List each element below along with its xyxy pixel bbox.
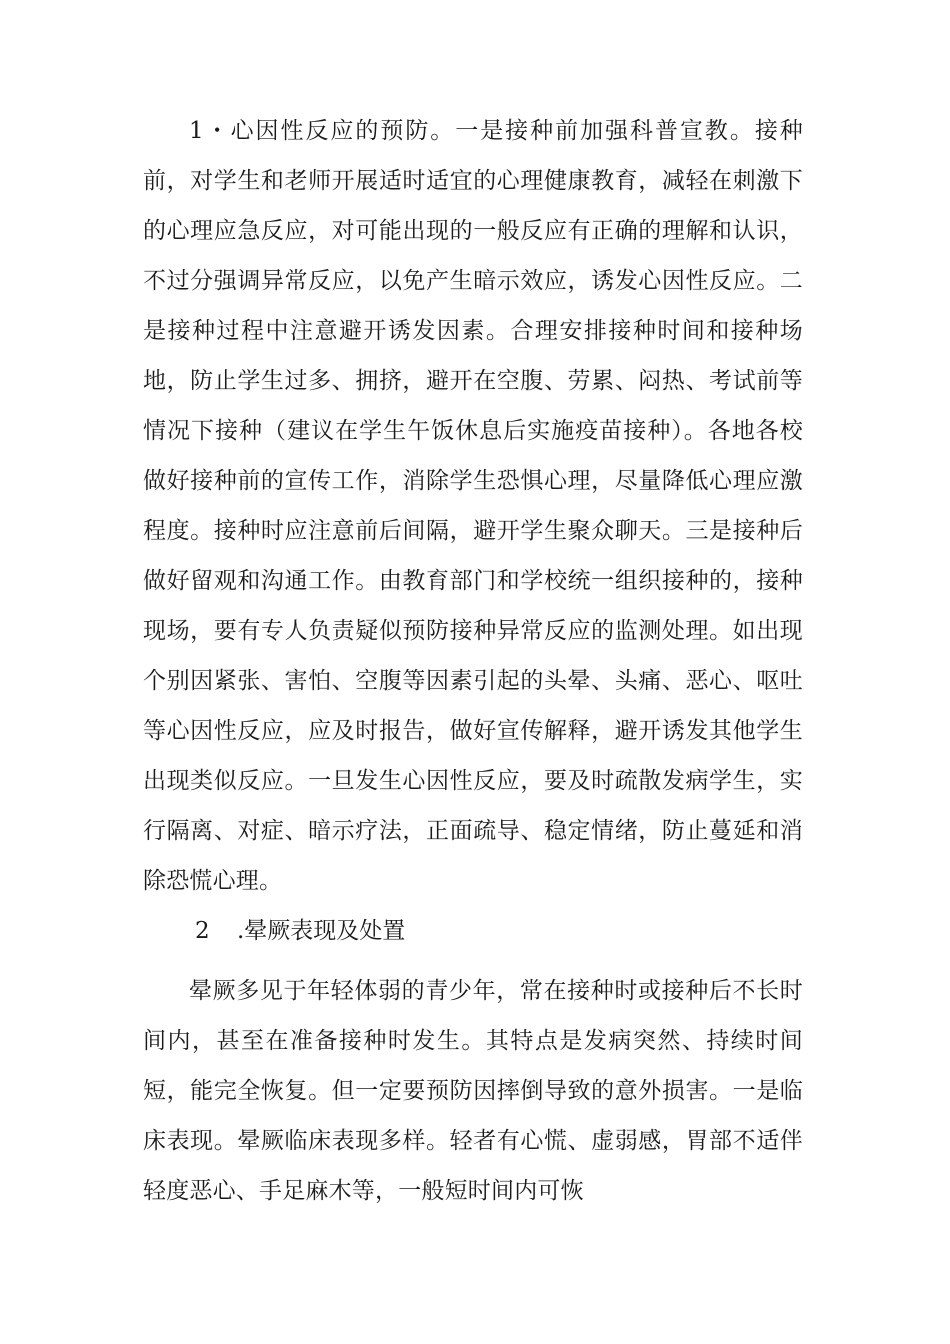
section-heading-number: 2 <box>195 918 210 944</box>
paragraph-syncope-description: 晕厥多见于年轻体弱的青少年，常在接种时或接种后不长时间内，甚至在准备接种时发生。其特点是发病突然、持续时间短，能完全恢复。但一定要预防因摔倒导致的意外损害。一是临床表现。晕厥临床表现多样。轻者有心慌、虚弱感，胃部不适伴轻度恶心、手足麻木等，一般短时间内可恢 <box>143 978 803 1204</box>
paragraph-psychogenic-prevention: 1・心因性反应的预防。一是接种前加强科普宣教。接种前，对学生和老师开展适时适宜的心理健康教育，减轻在刺激下的心理应急反应，对可能出现的一般反应有正确的理解和认识，不过分强调异常反应，以免产生暗示效应，诱发心因性反应。二是接种过程中注意避开诱发因素。合理安排接种时间和接种场地，防止学生过多、拥挤，避开在空腹、劳累、闷热、考试前等情况下接种（建议在学生午饭休息后实施疫苗接种）。各地各校做好接种前的宣传工作，消除学生恐惧心理，尽量降低心理应激程度。接种时应注意前后间隔，避开学生聚众聊天。三是接种后做好留观和沟通工作。由教育部门和学校统一组织接种的，接种现场，要有专人负责疑似预防接种异常反应的监测处理。如出现个别因紧张、害怕、空腹等因素引起的头晕、头痛、恶心、呕吐等心因性反应，应及时报告，做好宣传解释，避开诱发其他学生出现类似反应。一旦发生心因性反应，要及时疏散发病学生，实行隔离、对症、暗示疗法，正面疏导、稳定情绪，防止蔓延和消除恐慌心理。 <box>143 118 803 894</box>
document-page <box>143 106 803 1216</box>
section-heading-syncope <box>143 906 803 956</box>
paragraph-gap <box>143 956 803 966</box>
section-heading-text: .晕厥表现及处置 <box>237 918 406 944</box>
